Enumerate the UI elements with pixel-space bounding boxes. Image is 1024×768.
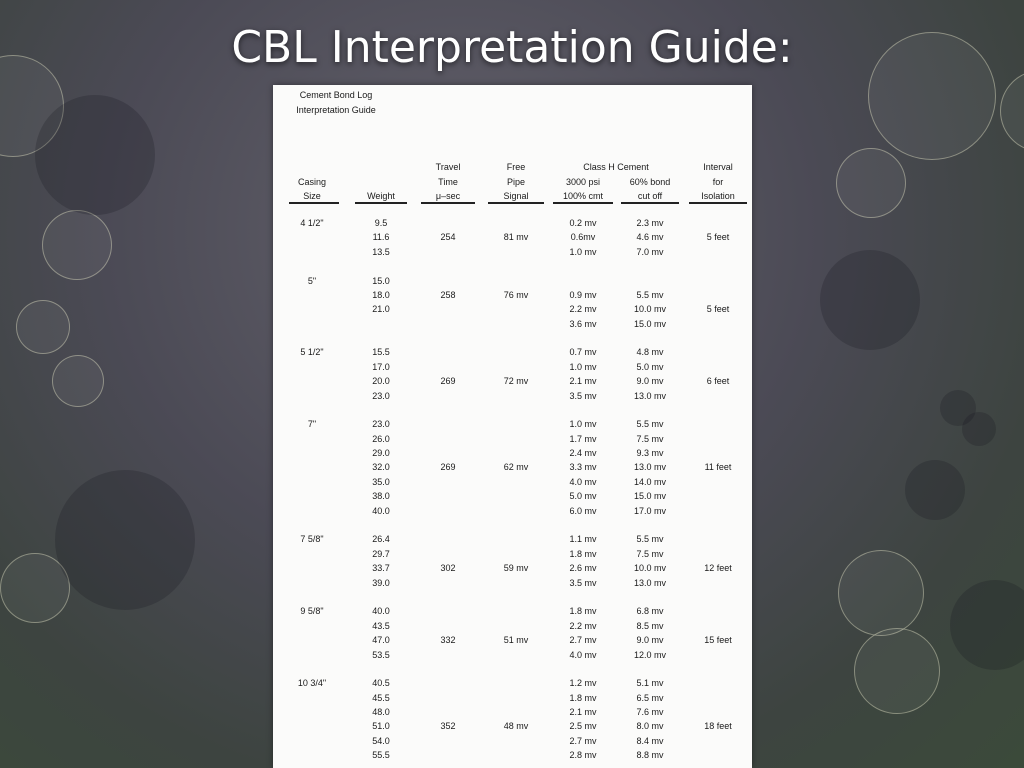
bond-cell: 7.0 mv (636, 247, 664, 257)
travel-time-cell: 254 (440, 232, 456, 242)
header-psi-1: 3000 psi (565, 177, 601, 187)
document-page (273, 85, 752, 768)
weight-cell: 55.5 (372, 750, 390, 760)
weight-cell: 38.0 (372, 491, 390, 501)
free-pipe-cell: 72 mv (503, 376, 529, 386)
psi-cell: 2.5 mv (569, 721, 597, 731)
bond-cell: 5.0 mv (636, 362, 664, 372)
free-pipe-cell: 51 mv (503, 635, 529, 645)
bokeh-circle (52, 355, 104, 407)
psi-cell: 3.6 mv (569, 319, 597, 329)
casing-size: 7 5/8" (300, 534, 324, 544)
bokeh-circle (1000, 70, 1024, 152)
weight-cell: 15.5 (372, 347, 390, 357)
interval-cell: 18 feet (704, 721, 732, 731)
weight-cell: 17.0 (372, 362, 390, 372)
interval-cell: 11 feet (704, 462, 732, 472)
header-underline (553, 202, 613, 204)
psi-cell: 0.2 mv (569, 218, 597, 228)
weight-cell: 18.0 (372, 290, 390, 300)
psi-cell: 4.0 mv (569, 477, 597, 487)
travel-time-cell: 352 (440, 721, 456, 731)
psi-cell: 2.1 mv (569, 707, 597, 717)
weight-cell: 40.0 (372, 506, 390, 516)
weight-cell: 21.0 (372, 304, 390, 314)
weight-cell: 54.0 (372, 736, 390, 746)
psi-cell: 2.2 mv (569, 621, 597, 631)
bond-cell: 10.0 mv (633, 563, 667, 573)
casing-size: 7" (307, 419, 317, 429)
bond-cell: 5.5 mv (636, 290, 664, 300)
bokeh-circle (35, 95, 155, 215)
bokeh-circle (854, 628, 940, 714)
casing-size: 9 5/8" (300, 606, 324, 616)
weight-cell: 26.4 (372, 534, 390, 544)
header-bond-2: cut off (637, 191, 663, 201)
weight-cell: 32.0 (372, 462, 390, 472)
bokeh-circle (950, 580, 1024, 670)
interval-cell: 5 feet (706, 304, 730, 314)
bond-cell: 4.8 mv (636, 347, 664, 357)
psi-cell: 2.1 mv (569, 376, 597, 386)
weight-cell: 29.0 (372, 448, 390, 458)
header-underline (689, 202, 747, 204)
header-casing-1: Casing (297, 177, 327, 187)
psi-cell: 0.6mv (570, 232, 596, 242)
header-underline (621, 202, 679, 204)
header-travel-3: μ–sec (435, 191, 461, 201)
bond-cell: 5.5 mv (636, 419, 664, 429)
weight-cell: 39.0 (372, 578, 390, 588)
weight-cell: 9.5 (374, 218, 388, 228)
psi-cell: 2.6 mv (569, 563, 597, 573)
bond-cell: 15.0 mv (633, 319, 667, 329)
bond-cell: 13.0 mv (633, 391, 667, 401)
bokeh-circle (16, 300, 70, 354)
weight-cell: 53.5 (372, 650, 390, 660)
bokeh-circle (836, 148, 906, 218)
casing-size: 5" (307, 276, 317, 286)
bond-cell: 2.3 mv (636, 218, 664, 228)
psi-cell: 1.8 mv (569, 606, 597, 616)
weight-cell: 45.5 (372, 693, 390, 703)
bond-cell: 12.0 mv (633, 650, 667, 660)
bond-cell: 9.0 mv (636, 635, 664, 645)
bokeh-circle (962, 412, 996, 446)
weight-cell: 15.0 (372, 276, 390, 286)
weight-cell: 51.0 (372, 721, 390, 731)
bond-cell: 8.4 mv (636, 736, 664, 746)
header-underline (289, 202, 339, 204)
bond-cell: 13.0 mv (633, 578, 667, 588)
weight-cell: 11.6 (372, 232, 390, 242)
bond-cell: 5.1 mv (636, 678, 664, 688)
doc-title: Cement Bond Log (299, 90, 373, 100)
bond-cell: 7.5 mv (636, 549, 664, 559)
psi-cell: 2.7 mv (569, 635, 597, 645)
header-interval-2: for (712, 177, 724, 187)
weight-cell: 40.5 (372, 678, 390, 688)
free-pipe-cell: 76 mv (503, 290, 529, 300)
bond-cell: 7.5 mv (636, 434, 664, 444)
psi-cell: 6.0 mv (569, 506, 597, 516)
bond-cell: 8.5 mv (636, 621, 664, 631)
weight-cell: 43.5 (372, 621, 390, 631)
travel-time-cell: 258 (440, 290, 456, 300)
psi-cell: 1.8 mv (569, 693, 597, 703)
bond-cell: 4.6 mv (636, 232, 664, 242)
weight-cell: 33.7 (372, 563, 390, 573)
weight-cell: 29.7 (372, 549, 390, 559)
bond-cell: 8.0 mv (636, 721, 664, 731)
weight-cell: 48.0 (372, 707, 390, 717)
psi-cell: 1.8 mv (569, 549, 597, 559)
weight-cell: 20.0 (372, 376, 390, 386)
weight-cell: 35.0 (372, 477, 390, 487)
travel-time-cell: 332 (440, 635, 456, 645)
free-pipe-cell: 48 mv (503, 721, 529, 731)
weight-cell: 13.5 (372, 247, 390, 257)
psi-cell: 1.0 mv (569, 419, 597, 429)
header-bond-1: 60% bond (629, 177, 671, 187)
free-pipe-cell: 59 mv (503, 563, 529, 573)
interval-cell: 6 feet (706, 376, 730, 386)
bond-cell: 10.0 mv (633, 304, 667, 314)
weight-cell: 47.0 (372, 635, 390, 645)
travel-time-cell: 269 (440, 376, 456, 386)
psi-cell: 0.7 mv (569, 347, 597, 357)
free-pipe-cell: 62 mv (503, 462, 529, 472)
psi-cell: 3.3 mv (569, 462, 597, 472)
casing-size: 4 1/2" (300, 218, 324, 228)
psi-cell: 1.0 mv (569, 362, 597, 372)
psi-cell: 0.9 mv (569, 290, 597, 300)
bond-cell: 6.5 mv (636, 693, 664, 703)
psi-cell: 2.4 mv (569, 448, 597, 458)
bond-cell: 5.5 mv (636, 534, 664, 544)
weight-cell: 26.0 (372, 434, 390, 444)
free-pipe-cell: 81 mv (503, 232, 529, 242)
header-travel-1: Travel (435, 162, 461, 172)
travel-time-cell: 302 (440, 563, 456, 573)
bond-cell: 8.8 mv (636, 750, 664, 760)
doc-subtitle: Interpretation Guide (296, 105, 376, 115)
bond-cell: 9.0 mv (636, 376, 664, 386)
bond-cell: 17.0 mv (633, 506, 667, 516)
travel-time-cell: 269 (440, 462, 456, 472)
psi-cell: 1.7 mv (569, 434, 597, 444)
psi-cell: 3.5 mv (569, 391, 597, 401)
bokeh-circle (905, 460, 965, 520)
bokeh-circle (42, 210, 112, 280)
bokeh-circle (838, 550, 924, 636)
weight-cell: 23.0 (372, 391, 390, 401)
header-underline (355, 202, 407, 204)
header-casing-2: Size (303, 191, 321, 201)
psi-cell: 3.5 mv (569, 578, 597, 588)
header-free-1: Free (506, 162, 526, 172)
header-underline (488, 202, 544, 204)
psi-cell: 1.2 mv (569, 678, 597, 688)
interval-cell: 5 feet (706, 232, 730, 242)
psi-cell: 2.7 mv (569, 736, 597, 746)
psi-cell: 2.8 mv (569, 750, 597, 760)
bond-cell: 6.8 mv (636, 606, 664, 616)
interval-cell: 12 feet (704, 563, 732, 573)
header-class-group: Class H Cement (583, 162, 649, 172)
bond-cell: 14.0 mv (633, 477, 667, 487)
bokeh-circle (820, 250, 920, 350)
psi-cell: 1.1 mv (569, 534, 597, 544)
weight-cell: 40.0 (372, 606, 390, 616)
interval-cell: 15 feet (704, 635, 732, 645)
casing-size: 10 3/4" (297, 678, 327, 688)
header-weight: Weight (367, 191, 395, 201)
header-underline (421, 202, 475, 204)
bond-cell: 13.0 mv (633, 462, 667, 472)
psi-cell: 1.0 mv (569, 247, 597, 257)
casing-size: 5 1/2" (300, 347, 324, 357)
bond-cell: 15.0 mv (633, 491, 667, 501)
header-free-2: Pipe (506, 177, 526, 187)
psi-cell: 4.0 mv (569, 650, 597, 660)
psi-cell: 5.0 mv (569, 491, 597, 501)
header-psi-2: 100% cmt (562, 191, 604, 201)
bond-cell: 9.3 mv (636, 448, 664, 458)
slide-title: CBL Interpretation Guide: (231, 22, 793, 73)
header-interval-1: Interval (703, 162, 733, 172)
bond-cell: 7.6 mv (636, 707, 664, 717)
header-interval-3: Isolation (701, 191, 735, 201)
psi-cell: 2.2 mv (569, 304, 597, 314)
header-travel-2: Time (438, 177, 458, 187)
header-free-3: Signal (503, 191, 529, 201)
bokeh-circle (55, 470, 195, 610)
weight-cell: 23.0 (372, 419, 390, 429)
